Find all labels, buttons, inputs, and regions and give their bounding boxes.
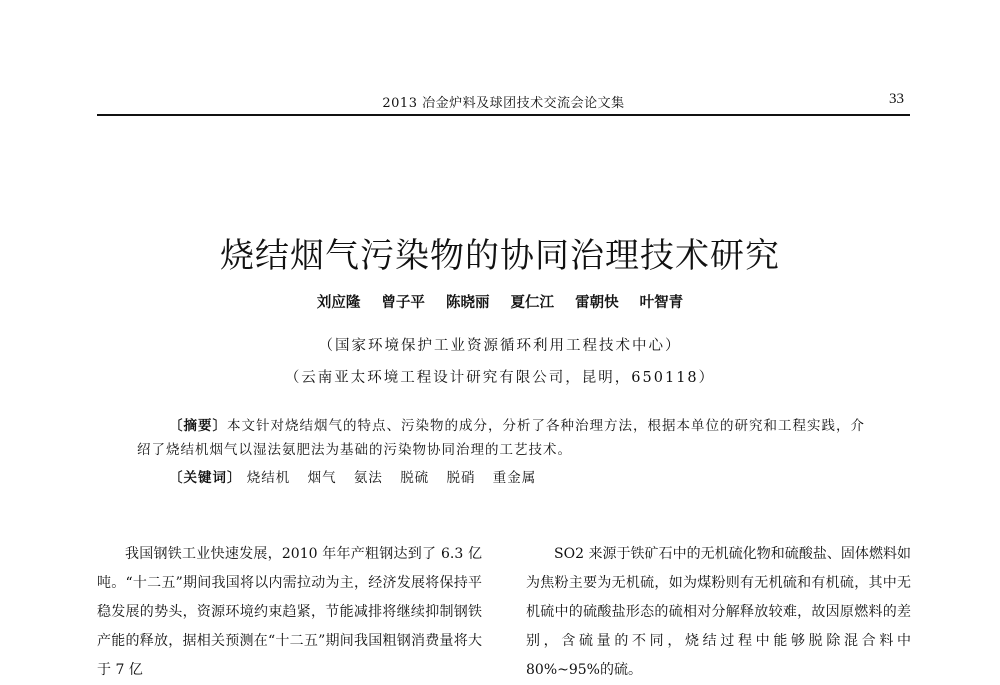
journal-title: 2013 冶金炉料及球团技术交流会论文集	[382, 96, 625, 111]
paper-title: 烧结烟气污染物的协同治理技术研究	[220, 236, 780, 276]
keyword: 烧结机	[246, 470, 291, 486]
author-name: 曾子平	[381, 295, 425, 311]
author-name: 雷朝快	[575, 295, 619, 311]
abstract-text: 本文针对烧结烟气的特点、污染物的成分，分析了各种治理方法，根据本单位的研究和工程实践，介绍了烧结机烟气以湿法氨肥法为基础的污染物协同治理的工艺技术。	[137, 418, 865, 458]
keyword: 脱硝	[446, 470, 476, 486]
keywords-label: 〔关键词〕	[169, 470, 242, 486]
author-name: 夏仁江	[510, 295, 555, 311]
author-list	[0, 291, 1000, 312]
abstract-label: 〔摘要〕	[169, 418, 227, 434]
affiliation-1: （国家环境保护工业资源循环利用工程技术中心）	[318, 338, 682, 354]
page-number: 33	[889, 91, 904, 107]
running-header	[97, 92, 910, 116]
body-paragraph: 我国钢铁工业快速发展，2010 年年产粗钢达到了 6.3 亿吨。“十二五”期间我国将以内需拉动为主，经济发展将保持平稳发展的势头，资源环境约束趋紧，节能减排将继续抑制钢铁产能的释放，据相关预测在“十二五”期间我国粗钢消费量将大于 7 亿	[97, 546, 482, 678]
abstract	[137, 414, 877, 462]
keywords	[169, 466, 548, 486]
keyword: 重金属	[492, 470, 537, 486]
keyword: 氨法	[353, 470, 383, 486]
keyword: 烟气	[307, 470, 337, 486]
author-name: 叶智青	[639, 295, 684, 311]
author-name: 陈晓丽	[445, 295, 490, 311]
keyword: 脱硫	[400, 470, 430, 486]
body-column-left	[97, 540, 482, 685]
affiliation-2: （云南亚太环境工程设计研究有限公司，昆明，650118）	[284, 370, 716, 386]
author-name: 刘应隆	[316, 295, 361, 311]
body-column-right	[526, 540, 911, 685]
body-paragraph: SO2 来源于铁矿石中的无机硫化物和硫酸盐、固体燃料如为焦粉主要为无机硫，如为煤粉则有无机硫和有机硫，其中无机硫中的硫酸盐形态的硫相对分解释放较难，故因原燃料的差别，含硫量的不同，烧结过程中能够脱除混合料中 80%~95%的硫。	[526, 546, 911, 678]
